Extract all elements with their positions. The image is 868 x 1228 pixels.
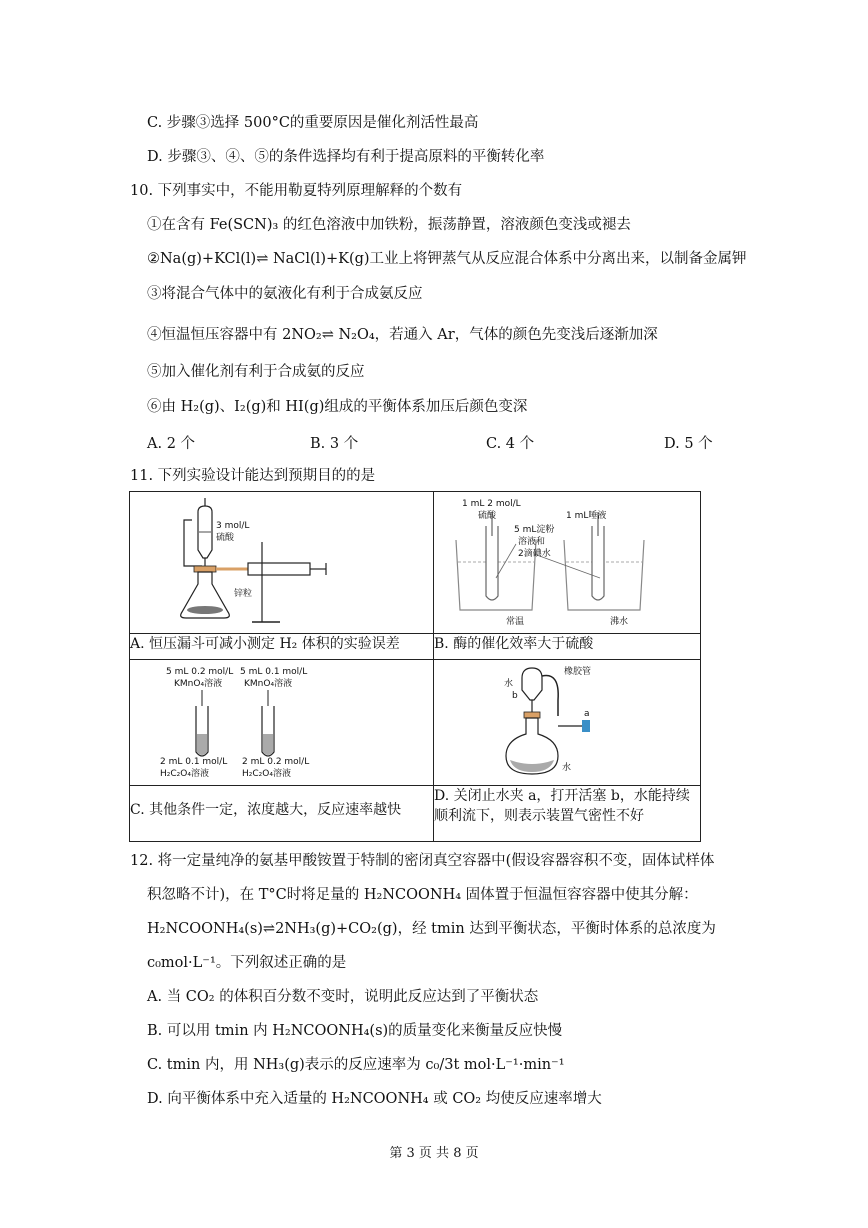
q9-option-c: C. 步骤③选择 500°C的重要原因是催化剂活性最高 [147, 115, 479, 131]
figure-b-room-temp-label: 常温 [506, 617, 525, 627]
q10-item-5: ⑤加入催化剂有利于合成氨的反应 [147, 364, 365, 380]
figure-d-apparatus [434, 660, 699, 784]
figure-b-apparatus [434, 492, 699, 632]
page-footer: 第 3 页 共 8 页 [389, 1146, 479, 1161]
figure-a-cell [130, 492, 434, 634]
q12-stem-line-3: H₂NCOONH₄(s)⇌2NH₃(g)+CO₂(g)，经 tmin 达到平衡状态，平衡时体系的总浓度为 [147, 921, 716, 937]
figure-c-kmno4-label-2: 5 mL 0.1 mol/L [240, 667, 308, 677]
figure-b-acid-label: 1 mL 2 mol/L [462, 499, 521, 509]
figure-c-kmno4-label-1: 5 mL 0.2 mol/L [166, 667, 234, 677]
figure-d-cell [434, 660, 701, 786]
q11-stem: 11. 下列实验设计能达到预期目的的是 [130, 468, 376, 484]
q10-item-6: ⑥由 H₂(g)、I₂(g)和 HI(g)组成的平衡体系加压后颜色变深 [147, 399, 528, 415]
q12-stem-line-2: 积忽略不计)，在 T°C时将足量的 H₂NCOONH₄ 固体置于恒温恒容容器中使其分解： [147, 887, 698, 903]
q12-option-b: B. 可以用 tmin 内 H₂NCOONH₄(s)的质量变化来衡量反应快慢 [147, 1023, 563, 1039]
figure-c-oxalic-label-2b: H₂C₂O₄溶液 [242, 769, 291, 779]
q10-item-2: ②Na(g)+KCl(l)⇌ NaCl(l)+K(g)工业上将钾蒸气从反应混合体系中分离出来，以制备金属钾 [147, 251, 747, 267]
figure-c-oxalic-label-1: 2 mL 0.1 mol/L [160, 757, 228, 767]
figure-a-apparatus [130, 492, 432, 632]
figure-c-oxalic-label-2: 2 mL 0.2 mol/L [242, 757, 310, 767]
q12-stem-line-4: c₀mol·L⁻¹。下列叙述正确的是 [147, 955, 347, 971]
figure-d-water-label-top: 水 [504, 679, 514, 689]
figure-d-tube-label: 橡胶管 [564, 667, 592, 677]
figure-b-starch-label-2: 溶液和 [518, 537, 546, 547]
figure-a-zinc-label: 锌粒 [234, 589, 253, 599]
q10-option-b: B. 3 个 [310, 436, 359, 452]
figure-d-caption: D. 关闭止水夹 a，打开活塞 b，水能持续顺利流下，则表示装置气密性不好 [434, 786, 701, 842]
figure-c-apparatus [130, 660, 432, 784]
q12-option-a: A. 当 CO₂ 的体积百分数不变时，说明此反应达到了平衡状态 [147, 989, 539, 1005]
figure-b-saliva-label: 1 mL唾液 [566, 511, 607, 521]
q10-item-4: ④恒温恒压容器中有 2NO₂⇌ N₂O₄，若通入 Ar，气体的颜色先变浅后逐渐加深 [147, 327, 658, 343]
q10-item-3: ③将混合气体中的氨液化有利于合成氨反应 [147, 286, 423, 302]
figure-c-kmno4-label-1b: KMnO₄溶液 [174, 679, 223, 689]
q12-stem-line-1: 12. 将一定量纯净的氨基甲酸铵置于特制的密闭真空容器中(假设容器容积不变，固体试样体 [130, 853, 715, 869]
figure-a-acid-label-2: 硫酸 [216, 533, 235, 543]
figure-d-water-label-bottom: 水 [562, 763, 572, 773]
figure-a-caption: A. 恒压漏斗可减小测定 H₂ 体积的实验误差 [130, 634, 434, 660]
figure-c-kmno4-label-2b: KMnO₄溶液 [244, 679, 293, 689]
figure-b-cell [434, 492, 701, 634]
figure-a-acid-label: 3 mol/L [216, 521, 250, 531]
q10-stem: 10. 下列事实中，不能用勒夏特列原理解释的个数有 [130, 183, 463, 199]
q10-option-c: C. 4 个 [486, 436, 535, 452]
figure-c-cell [130, 660, 434, 786]
figure-d-clamp-a-label: a [584, 709, 590, 719]
figure-d-valve-b-label: b [512, 691, 518, 701]
figure-b-caption: B. 酶的催化效率大于硫酸 [434, 634, 701, 660]
figure-c-oxalic-label-1b: H₂C₂O₄溶液 [160, 769, 209, 779]
q10-option-a: A. 2 个 [147, 436, 196, 452]
figure-b-acid-label-2: 硫酸 [478, 511, 497, 521]
q10-option-d: D. 5 个 [664, 436, 713, 452]
q11-experiment-table [129, 491, 701, 842]
figure-b-boiling-label: 沸水 [610, 617, 629, 627]
q9-option-d: D. 步骤③、④、⑤的条件选择均有利于提高原料的平衡转化率 [147, 149, 545, 165]
q12-option-d: D. 向平衡体系中充入适量的 H₂NCOONH₄ 或 CO₂ 均使反应速率增大 [147, 1091, 602, 1107]
figure-b-starch-label: 5 mL淀粉 [514, 525, 555, 535]
figure-b-starch-label-3: 2滴碘水 [518, 549, 551, 559]
q10-item-1: ①在含有 Fe(SCN)₃ 的红色溶液中加铁粉，振荡静置，溶液颜色变浅或褪去 [147, 217, 631, 233]
figure-c-caption: C. 其他条件一定，浓度越大，反应速率越快 [130, 786, 434, 842]
q12-option-c: C. tmin 内，用 NH₃(g)表示的反应速率为 c₀/3t mol·L⁻¹·min⁻¹ [147, 1057, 565, 1073]
